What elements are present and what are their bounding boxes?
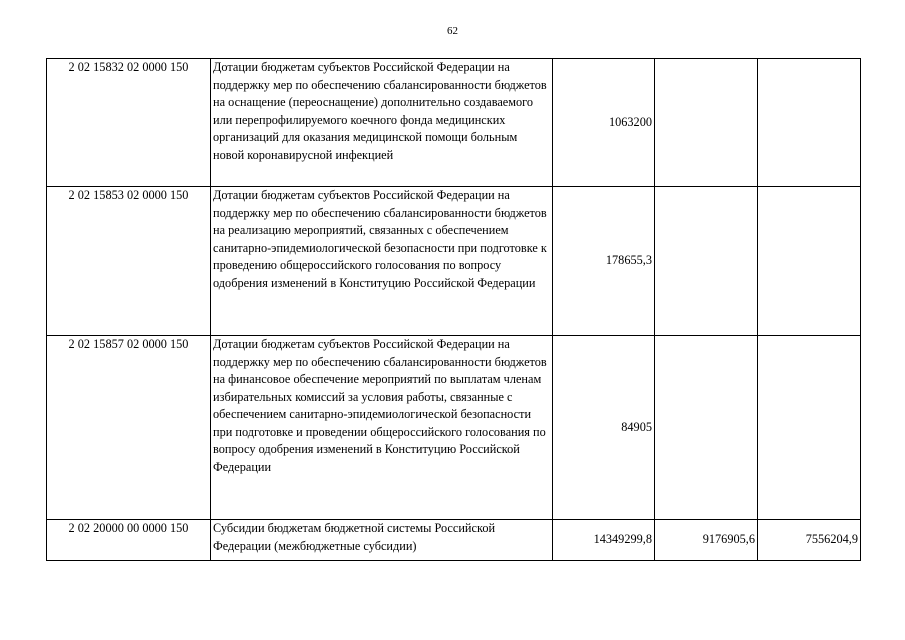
amount-cell-2 [655,336,758,520]
amount-cell-3 [758,187,861,336]
amount-cell-2: 9176905,6 [655,520,758,561]
description-cell: Дотации бюджетам субъектов Российской Федерации на поддержку мер по обеспечению сбалансированности бюджетов на финансовое обеспечение мероприятий по выплатам членам избирательных комиссий за условия работы, связанные с обеспечением санитарно-эпидемиологической безопасности при подготовке и проведении общероссийского голосования по вопросу одобрения изменений в Конституцию Российской Федерации [211,336,553,520]
table-row [47,59,861,187]
amount-cell-3 [758,59,861,187]
budget-code-cell: 2 02 15853 02 0000 150 [47,187,211,336]
amount-cell-3 [758,336,861,520]
table-row [47,187,861,336]
budget-code-cell: 2 02 15857 02 0000 150 [47,336,211,520]
amount-cell-3: 7556204,9 [758,520,861,561]
page-number: 62 [447,25,458,37]
description-cell: Дотации бюджетам субъектов Российской Федерации на поддержку мер по обеспечению сбалансированности бюджетов на оснащение (переоснащение) дополнительно создаваемого или перепрофилируемого коечного фонда медицинских организаций для оказания медицинской помощи больным новой коронавирусной инфекцией [211,59,553,187]
amount-cell-1: 1063200 [553,59,655,187]
description-cell: Дотации бюджетам субъектов Российской Федерации на поддержку мер по обеспечению сбалансированности бюджетов на реализацию мероприятий, связанных с обеспечением санитарно-эпидемиологической безопасности при подготовке к проведению общероссийского голосования по вопросу одобрения изменений в Конституцию Российской Федерации [211,187,553,336]
table-row [47,336,861,520]
amount-cell-1: 178655,3 [553,187,655,336]
budget-code-cell: 2 02 20000 00 0000 150 [47,520,211,561]
description-cell: Субсидии бюджетам бюджетной системы Российской Федерации (межбюджетные субсидии) [211,520,553,561]
table-row [47,520,861,561]
amount-cell-1: 14349299,8 [553,520,655,561]
amount-cell-1: 84905 [553,336,655,520]
amount-cell-2 [655,187,758,336]
budget-table [46,58,861,561]
budget-code-cell: 2 02 15832 02 0000 150 [47,59,211,187]
amount-cell-2 [655,59,758,187]
